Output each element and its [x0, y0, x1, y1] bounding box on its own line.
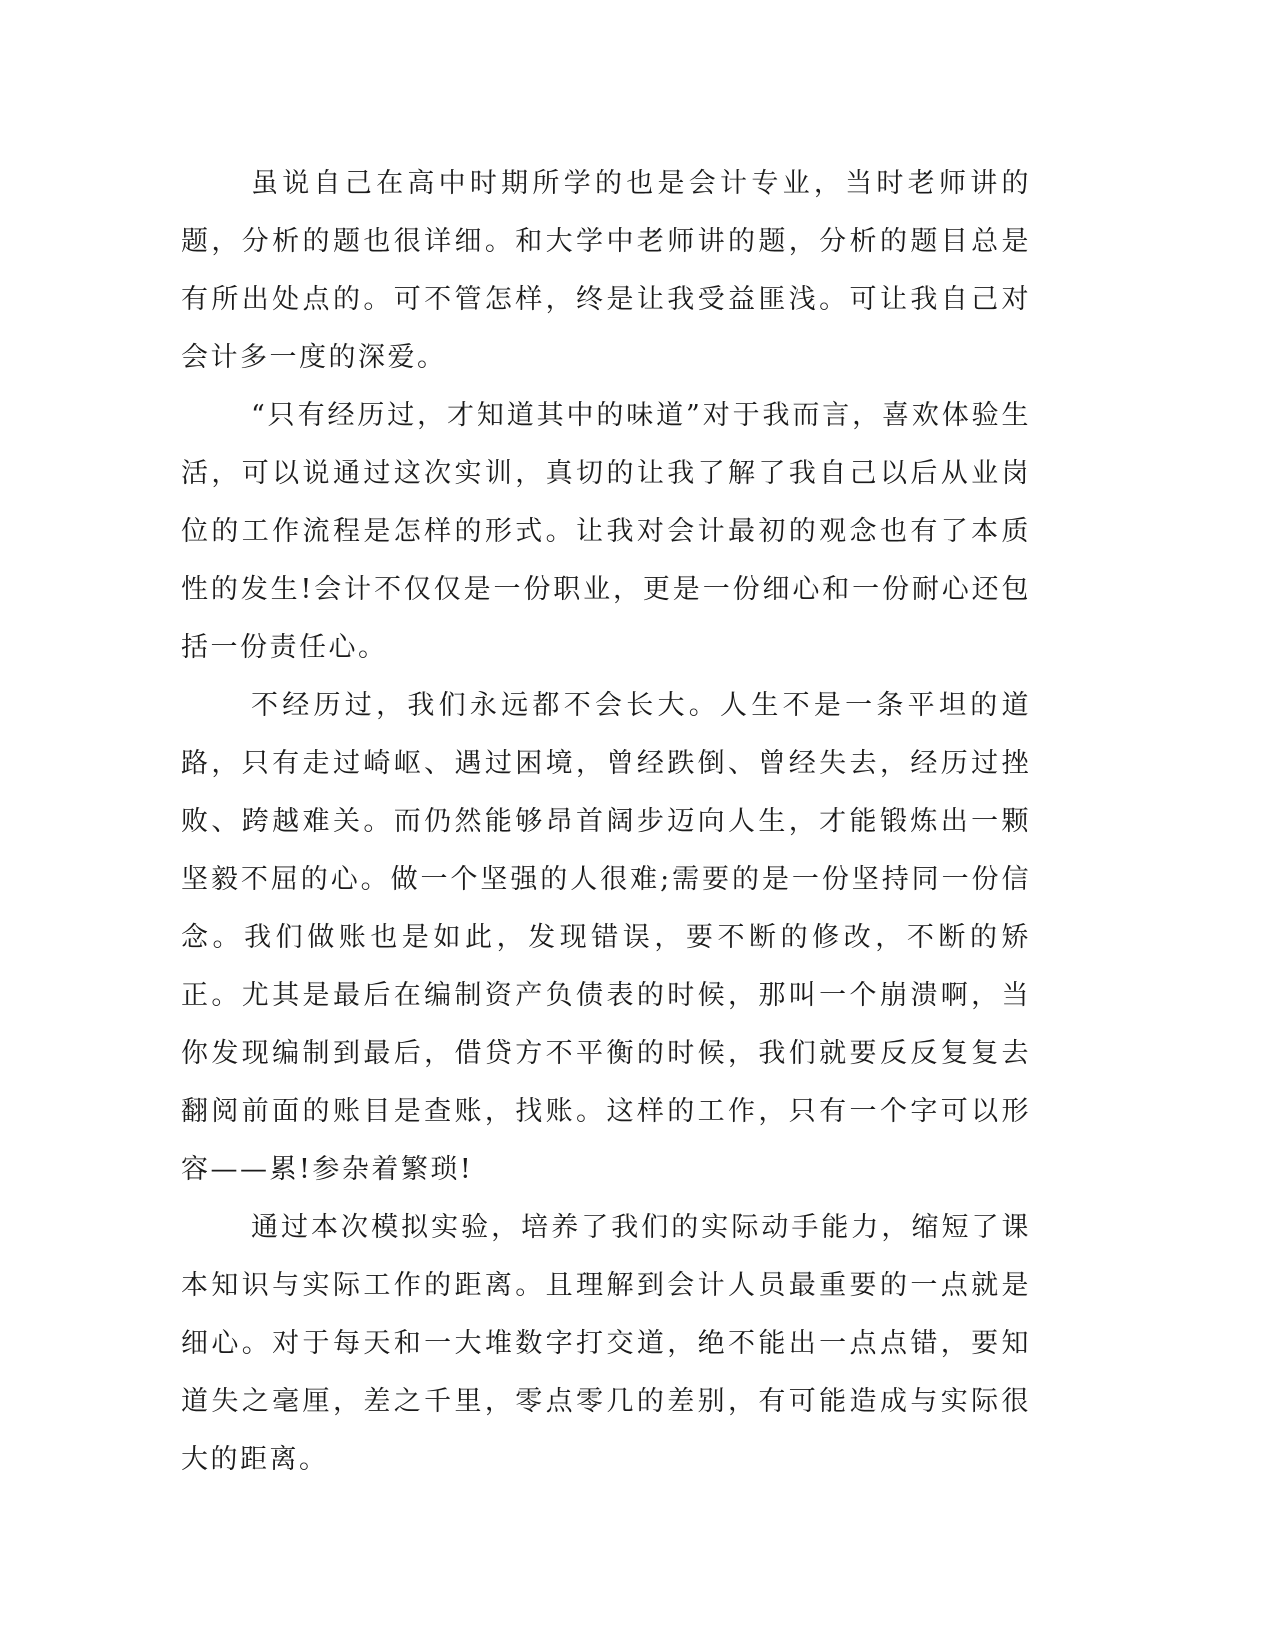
- paragraph-3: 不经历过，我们永远都不会长大。人生不是一条平坦的道路，只有走过崎岖、遇过困境，曾经跌倒、曾经失去，经历过挫败、跨越难关。而仍然能够昂首阔步迈向人生，才能锻炼出一颗坚毅不屈的心。做一个坚强的人很难;需要的是一份坚持同一份信念。我们做账也是如此，发现错误，要不断的修改，不断的矫正。尤其是最后在编制资产负债表的时候，那叫一个崩溃啊，当你发现编制到最后，借贷方不平衡的时候，我们就要反反复复去翻阅前面的账目是查账，找账。这样的工作，只有一个字可以形容——累!参杂着繁琐!: [181, 690, 1031, 1185]
- document-body: [181, 155, 1031, 1489]
- paragraph-4: 通过本次模拟实验，培养了我们的实际动手能力，缩短了课本知识与实际工作的距离。且理解到会计人员最重要的一点就是细心。对于每天和一大堆数字打交道，绝不能出一点点错，要知道失之毫厘，差之千里，零点零几的差别，有可能造成与实际很大的距离。: [181, 1212, 1031, 1475]
- paragraph-2: “只有经历过，才知道其中的味道”对于我而言，喜欢体验生活，可以说通过这次实训，真切的让我了解了我自己以后从业岗位的工作流程是怎样的形式。让我对会计最初的观念也有了本质性的发生!会计不仅仅是一份职业，更是一份细心和一份耐心还包括一份责任心。: [181, 400, 1031, 663]
- paragraph-1: 虽说自己在高中时期所学的也是会计专业，当时老师讲的题，分析的题也很详细。和大学中老师讲的题，分析的题目总是有所出处点的。可不管怎样，终是让我受益匪浅。可让我自己对会计多一度的深爱。: [181, 168, 1031, 373]
